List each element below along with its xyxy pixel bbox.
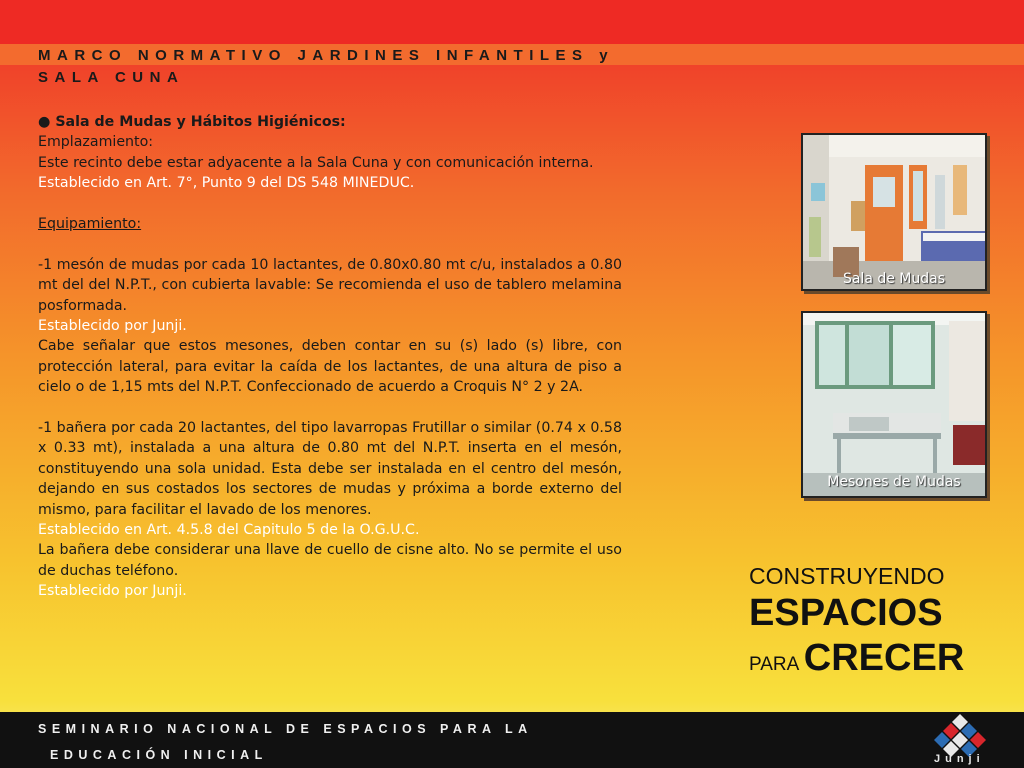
photo-caption: Sala de Mudas	[842, 271, 946, 287]
page-title: MARCO NORMATIVO JARDINES INFANTILES y SALA CUNA	[38, 47, 615, 86]
logo-text: Junji	[934, 753, 985, 765]
spacer	[38, 234, 622, 254]
slogan-word-para: PARA	[749, 654, 800, 675]
item1-reference: Establecido por Junji.	[38, 318, 187, 335]
spacer	[38, 194, 622, 214]
equipment-label: Equipamiento:	[38, 216, 142, 233]
spacer	[38, 398, 622, 418]
brand-slogan	[749, 562, 1019, 688]
slogan-word-crecer: CRECER	[803, 637, 965, 679]
footer-line-1: SEMINARIO NACIONAL DE ESPACIOS PARA LA	[38, 722, 533, 736]
slogan-line-3	[749, 636, 1019, 688]
slogan-line-1: CONSTRUYENDO	[749, 563, 945, 589]
item1-note: Cabe señalar que estos mesones, deben contar en su (s) lado (s) libre, con protección lateral, para evitar la caída de los lactantes, de una altura de piso a cielo o de 1,15 mts del N.P.T. Confeccionado de acuerdo a Croquis N° 2 y 2A.	[38, 338, 622, 396]
photo-mesones-de-mudas	[801, 311, 987, 498]
photo-caption: Mesones de Mudas	[827, 474, 961, 490]
top-band	[0, 0, 1024, 44]
footer-line-2: EDUCACIÓN INICIAL	[50, 748, 268, 762]
item2-reference-2: Establecido por Junji.	[38, 583, 187, 600]
slogan-line-2: ESPACIOS	[749, 592, 943, 634]
item2-note: La bañera debe considerar una llave de cuello de cisne alto. No se permite el uso de duchas teléfono.	[38, 542, 622, 579]
location-reference: Establecido en Art. 7°, Punto 9 del DS 548 MINEDUC.	[38, 175, 415, 192]
item2-reference: Establecido en Art. 4.5.8 del Capitulo 5 de la O.G.U.C.	[38, 522, 420, 539]
photo-sala-de-mudas	[801, 133, 987, 291]
section-heading: ● Sala de Mudas y Hábitos Higiénicos:	[38, 114, 346, 130]
item1-text: -1 mesón de mudas por cada 10 lactantes, de 0.80x0.80 mt c/u, instalados a 0.80 mt del del N.P.T., con cubierta lavable: Se recomienda el uso de tablero melamina posformada.	[38, 256, 622, 314]
location-text: Este recinto debe estar adyacente a la Sala Cuna y con comunicación interna.	[38, 154, 594, 171]
changing-counters-illustration	[803, 313, 985, 496]
item2-text: -1 bañera por cada 20 lactantes, del tipo lavarropas Frutillar o similar (0.74 x 0.58 x 0.33 mt), instalada a una altura de 0.80 mt del N.P.T. inserta en el mesón, constituyendo una sola unidad. Esta debe ser instalada en el centro del mesón, dejando en sus costados los sectores de mudas y próxima a borde externo del mismo, para facilitar el lavado de los menores.	[38, 420, 622, 518]
body-text	[38, 112, 622, 602]
location-label: Emplazamiento:	[38, 134, 154, 151]
nursery-room-illustration	[803, 135, 985, 289]
